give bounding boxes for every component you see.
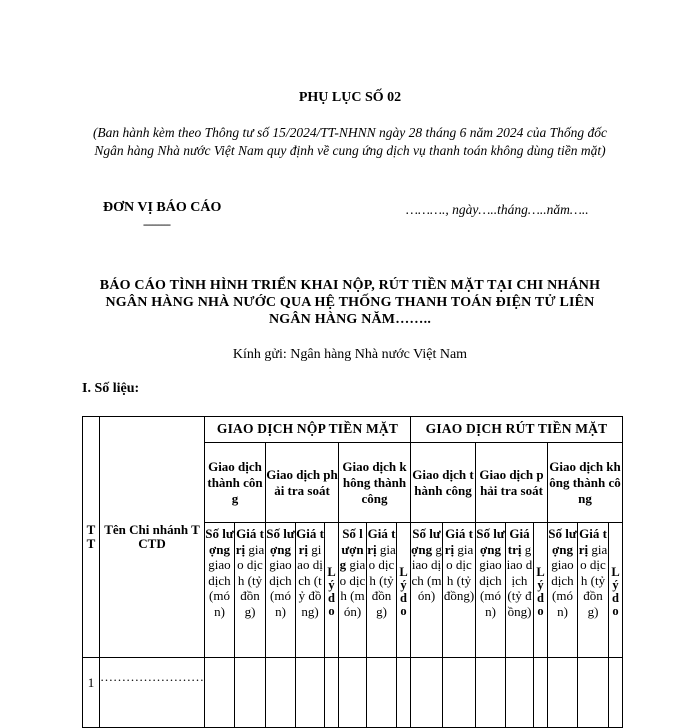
row-tt — [83, 658, 100, 728]
reporting-unit-label: ĐƠN VỊ BÁO CÁO — [103, 200, 222, 215]
table-cell — [367, 658, 397, 728]
col-count-unit: giao dịch (món) — [479, 557, 502, 619]
table-cell — [397, 658, 411, 728]
appendix-title: PHỤ LỤC SỐ 02 — [298, 90, 402, 105]
col-deposit-review-count — [266, 523, 296, 658]
table-cell — [476, 658, 506, 728]
col-value-unit: giao dịch (tỷ đồng) — [297, 541, 323, 619]
group-cash-withdrawal-label: GIAO DỊCH RÚT TIỀN MẶT — [425, 421, 608, 437]
group-cash-withdrawal — [411, 417, 623, 443]
col-count-title: Số lượng — [339, 526, 364, 572]
table-cell — [548, 658, 578, 728]
section-heading: I. Số liệu: — [82, 381, 140, 396]
table-cell — [339, 658, 367, 728]
col-reason-title: Lý do — [611, 564, 620, 618]
col-count-unit: giao dịch (món) — [551, 557, 574, 619]
table-cell — [235, 658, 266, 728]
col-count-unit: giao dịch (món) — [411, 541, 442, 603]
col-withdrawal-review-count — [476, 523, 506, 658]
table-cell — [266, 658, 296, 728]
issuance-note: (Ban hành kèm theo Thông tư số 15/2024/TT-NHNN ngày 28 tháng 6 năm 2024 của Thống đốc Ngân hàng Nhà nước Việt Nam quy định về cung ứng dịch vụ thanh toán không dùng tiền mặt) — [92, 125, 608, 158]
col-deposit-failed-reason — [397, 523, 411, 658]
col-count-title: Số lượng — [266, 526, 295, 557]
col-withdrawal-failed-reason — [609, 523, 623, 658]
table-cell — [296, 658, 325, 728]
col-count-title: Số lượng — [205, 526, 234, 557]
col-value-unit: giao dịch (tỷ đồng) — [443, 541, 475, 603]
row-tt-value: 1 — [87, 675, 95, 690]
addressee: Kính gửi: Ngân hàng Nhà nước Việt Nam — [232, 347, 468, 362]
withdrawal-review-label: Giao dịch phải tra soát — [479, 466, 544, 498]
table-cell — [411, 658, 443, 728]
table-cell — [578, 658, 609, 728]
table-row — [83, 658, 623, 728]
col-value-title: Giá trị — [578, 526, 607, 557]
col-value-title: Giá trị — [444, 526, 473, 557]
col-value-unit: giao dịch (tỷ đồng) — [506, 541, 533, 619]
table-cell — [205, 658, 235, 728]
col-reason-title: Lý do — [399, 564, 408, 618]
col-value-title: Giá trị — [367, 526, 396, 557]
report-title: BÁO CÁO TÌNH HÌNH TRIỂN KHAI NỘP, RÚT TIỀN MẶT TẠI CHI NHÁNH NGÂN HÀNG NHÀ NƯỚC QUA HỆ THỐNG THANH TOÁN ĐIỆN TỬ LIÊN NGÂN HÀNG NĂM…….. — [99, 278, 601, 327]
col-value-unit: giao dịch (tỷ đồng) — [237, 541, 265, 619]
reporting-unit-underline: --------- — [143, 217, 170, 231]
row-branch-name-value: …………………… — [100, 669, 204, 684]
col-deposit-review-reason — [325, 523, 339, 658]
col-deposit-failed-value — [367, 523, 397, 658]
deposit-failed-header — [339, 443, 411, 523]
header-tt-label: TT — [86, 521, 96, 551]
header-branch-name — [100, 417, 205, 658]
table-cell — [325, 658, 339, 728]
col-count-title: Số lượng — [548, 526, 577, 557]
withdrawal-success-label: Giao dịch thành công — [412, 466, 474, 498]
table-cell — [506, 658, 534, 728]
group-cash-deposit-label: GIAO DỊCH NỘP TIỀN MẶT — [216, 421, 399, 437]
col-value-unit: giao dịch (tỷ đồng) — [368, 541, 396, 619]
row-branch-name — [100, 658, 205, 728]
deposit-failed-label: Giao dịch không thành công — [342, 458, 407, 506]
col-deposit-success-value — [235, 523, 266, 658]
col-value-title: Giá trị — [507, 526, 530, 557]
col-withdrawal-success-count — [411, 523, 443, 658]
header-branch-name-label: Tên Chi nhánh TCTD — [104, 521, 200, 551]
withdrawal-review-header — [476, 443, 548, 523]
col-reason-title: Lý do — [327, 564, 336, 618]
col-count-title: Số lượng — [411, 526, 441, 557]
date-line: ………., ngày…..tháng…..năm….. — [406, 202, 589, 217]
col-count-unit: giao dịch (món) — [208, 557, 231, 619]
deposit-success-header — [205, 443, 266, 523]
withdrawal-success-header — [411, 443, 476, 523]
col-deposit-success-count — [205, 523, 235, 658]
col-withdrawal-failed-count — [548, 523, 578, 658]
col-count-unit: giao dịch (món) — [269, 557, 292, 619]
deposit-review-header — [266, 443, 339, 523]
col-value-title: Giá trị — [296, 526, 324, 557]
col-deposit-review-value — [296, 523, 325, 658]
deposit-success-label: Giao dịch thành công — [207, 458, 263, 506]
col-withdrawal-review-value — [506, 523, 534, 658]
col-count-title: Số lượng — [476, 526, 505, 557]
col-reason-title: Lý do — [536, 564, 545, 618]
col-value-unit: giao dịch (tỷ đồng) — [580, 541, 608, 619]
withdrawal-failed-header — [548, 443, 623, 523]
col-withdrawal-success-value — [443, 523, 476, 658]
group-cash-deposit — [205, 417, 411, 443]
col-withdrawal-failed-value — [578, 523, 609, 658]
header-tt — [83, 417, 100, 658]
col-withdrawal-review-reason — [534, 523, 548, 658]
report-table — [82, 416, 623, 728]
table-cell — [534, 658, 548, 728]
col-count-unit: giao dịch (món) — [339, 557, 366, 619]
table-cell — [609, 658, 623, 728]
table-cell — [443, 658, 476, 728]
deposit-review-label: Giao dịch phải tra soát — [266, 466, 338, 498]
withdrawal-failed-label: Giao dịch không thành công — [549, 458, 621, 506]
col-deposit-failed-count — [339, 523, 367, 658]
col-value-title: Giá trị — [235, 526, 264, 557]
